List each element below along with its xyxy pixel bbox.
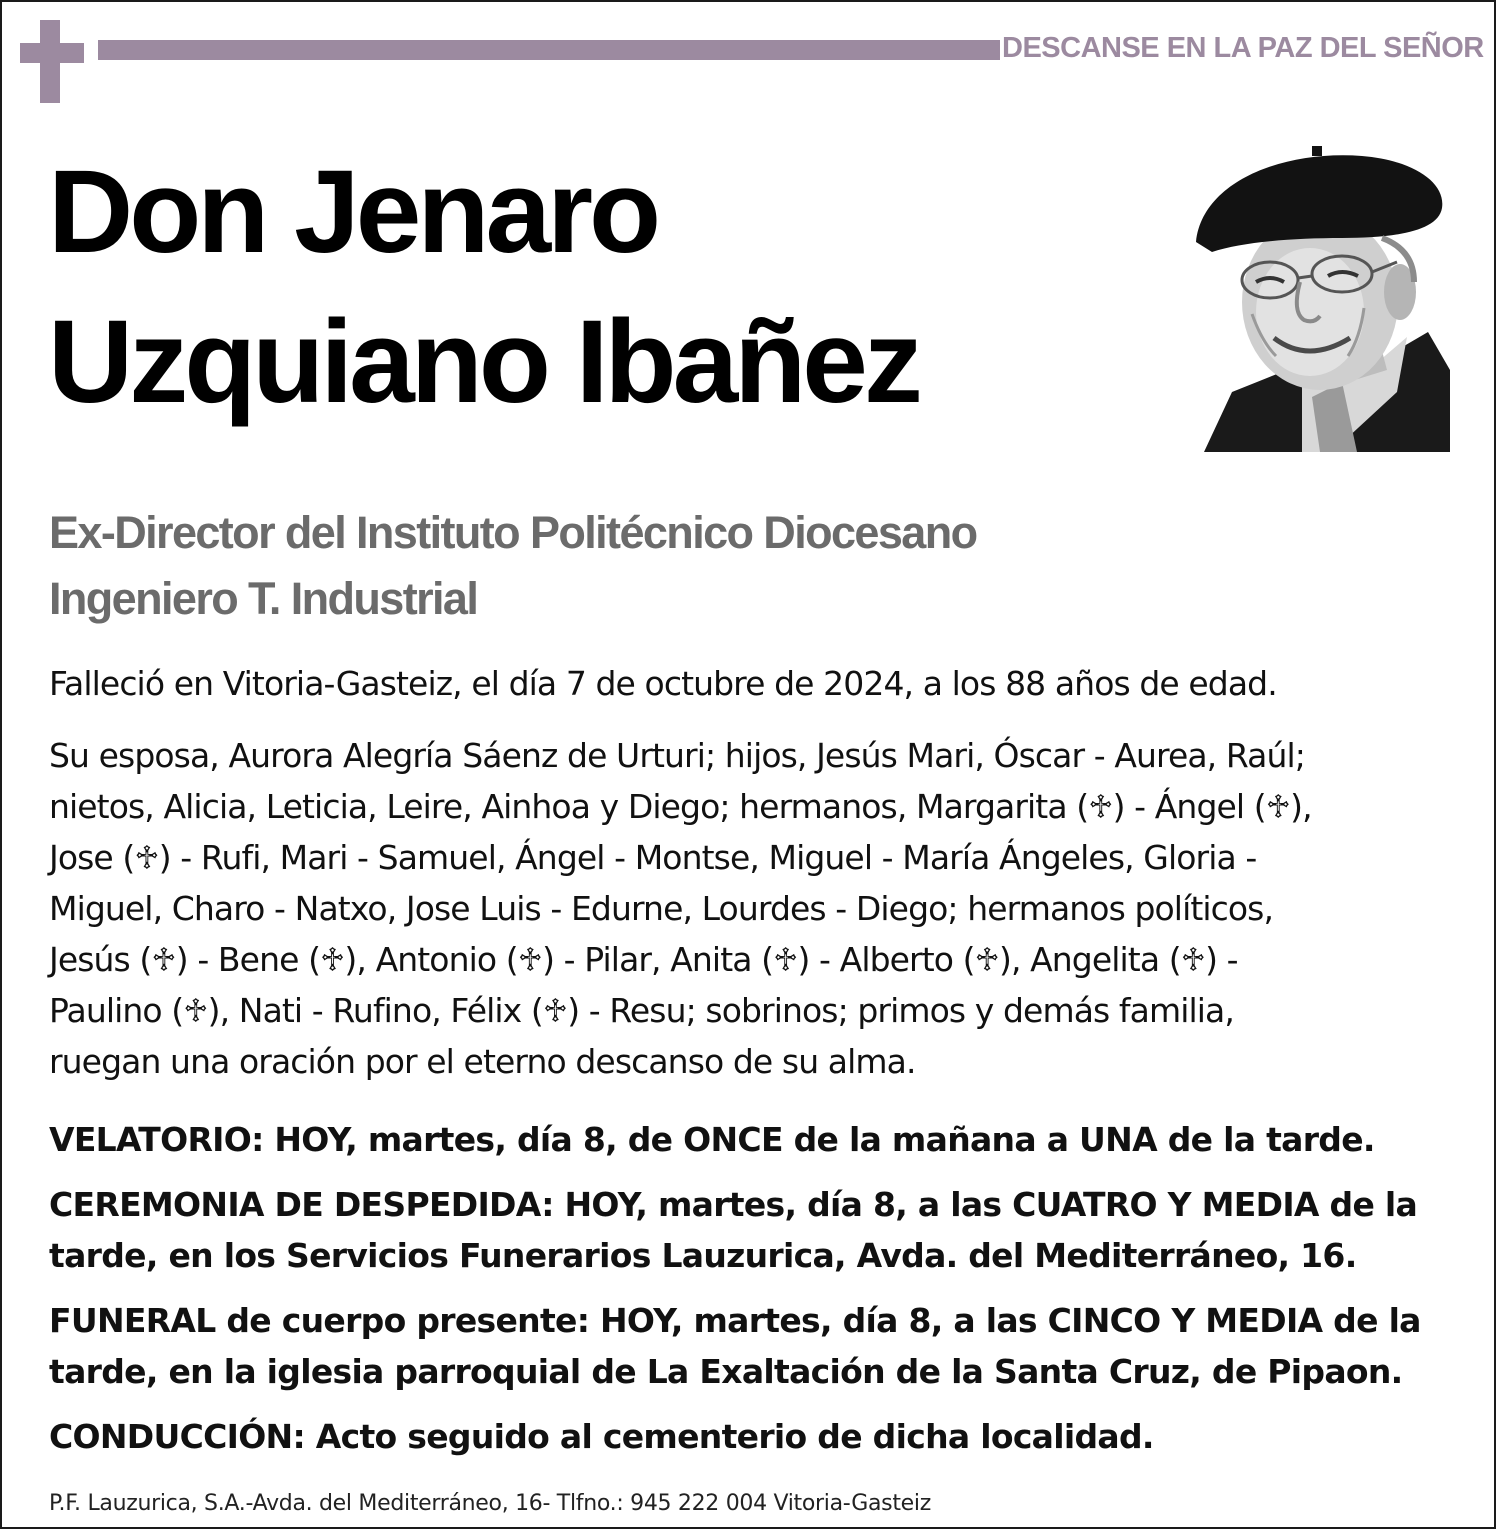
title-line-2: Ingeniero T. Industrial xyxy=(49,573,478,624)
death-notice: Falleció en Vitoria-Gasteiz, el día 7 de octubre de 2024, a los 88 años de edad. xyxy=(49,664,1277,703)
family-line: Miguel, Charo - Natxo, Jose Luis - Edurne, Lourdes - Diego; hermanos políticos, xyxy=(49,889,1274,928)
header-bar xyxy=(98,40,1000,60)
event-line: CONDUCCIÓN: Acto seguido al cementerio de dicha localidad. xyxy=(49,1417,1154,1456)
family-line: nietos, Alicia, Leticia, Leire, Ainhoa y Diego; hermanos, Margarita (♱) - Ángel (♱), xyxy=(49,787,1312,826)
title-line-1: Ex-Director del Instituto Politécnico Diocesano xyxy=(49,507,977,558)
family-line: Su esposa, Aurora Alegría Sáenz de Urturi; hijos, Jesús Mari, Óscar - Aurea, Raúl; xyxy=(49,736,1305,775)
family-line: Paulino (♱), Nati - Rufino, Félix (♱) - Resu; sobrinos; primos y demás familia, xyxy=(49,991,1234,1030)
ceremonia-event xyxy=(49,1179,1469,1281)
name-line-1: Don Jenaro xyxy=(48,146,658,278)
header-banner-text: DESCANSE EN LA PAZ DEL SEÑOR xyxy=(1002,32,1484,64)
family-paragraph xyxy=(49,730,1469,1087)
cross-icon xyxy=(20,20,84,103)
family-line: Jose (♱) - Rufi, Mari - Samuel, Ángel - Montse, Miguel - María Ángeles, Gloria - xyxy=(49,838,1257,877)
event-line: VELATORIO: HOY, martes, día 8, de ONCE de la mañana a UNA de la tarde. xyxy=(49,1120,1375,1159)
event-line: FUNERAL de cuerpo presente: HOY, martes, día 8, a las CINCO Y MEDIA de la xyxy=(49,1301,1421,1340)
funeral-home-footer: P.F. Lauzurica, S.A.-Avda. del Mediterráneo, 16- Tlfno.: 945 222 004 Vitoria-Gasteiz xyxy=(49,1491,931,1516)
family-line: ruegan una oración por el eterno descanso de su alma. xyxy=(49,1042,916,1081)
family-line: Jesús (♱) - Bene (♱), Antonio (♱) - Pilar, Anita (♱) - Alberto (♱), Angelita (♱) - xyxy=(49,940,1238,979)
event-line: tarde, en la iglesia parroquial de La Exaltación de la Santa Cruz, de Pipaon. xyxy=(49,1352,1403,1391)
conduccion-event xyxy=(49,1411,1469,1462)
velatorio-event xyxy=(49,1114,1469,1165)
funeral-event xyxy=(49,1295,1469,1397)
portrait-photo xyxy=(1192,142,1450,452)
event-line: tarde, en los Servicios Funerarios Lauzurica, Avda. del Mediterráneo, 16. xyxy=(49,1236,1357,1275)
deceased-titles xyxy=(49,500,1349,632)
deceased-name xyxy=(48,137,1148,437)
events-section xyxy=(49,1114,1469,1476)
name-line-2: Uzquiano Ibañez xyxy=(48,296,919,428)
event-line: CEREMONIA DE DESPEDIDA: HOY, martes, día 8, a las CUATRO Y MEDIA de la xyxy=(49,1185,1418,1224)
